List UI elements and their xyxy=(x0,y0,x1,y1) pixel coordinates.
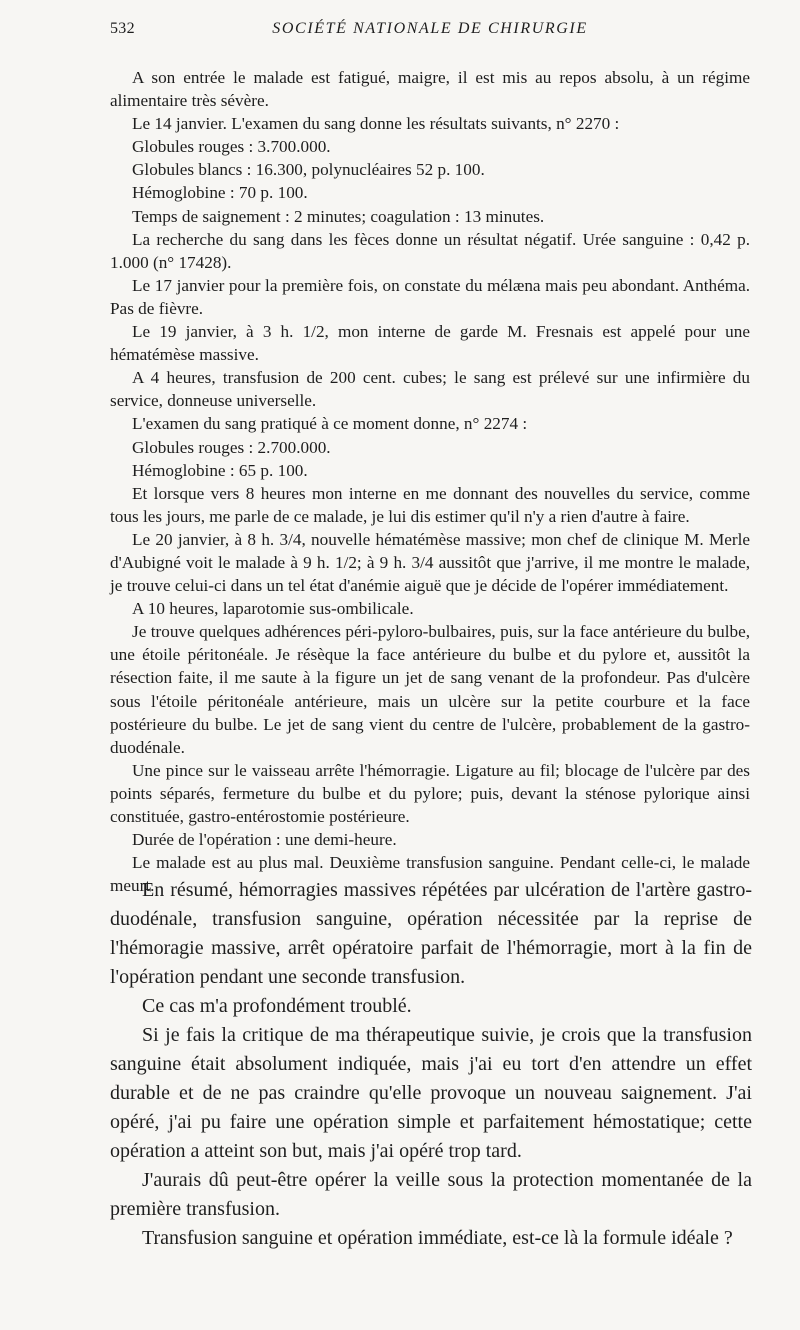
paragraph: Le 19 janvier, à 3 h. 1/2, mon interne de garde M. Fresnais est appelé pour une hématémèse massive. xyxy=(110,322,750,365)
paragraph: Transfusion sanguine et opération immédiate, est-ce là la formule idéale ? xyxy=(142,1227,733,1249)
page-number: 532 xyxy=(110,20,135,37)
paragraph: Globules rouges : 2.700.000. xyxy=(132,437,331,457)
running-title: SOCIÉTÉ NATIONALE DE CHIRURGIE xyxy=(272,20,588,37)
paragraph: Le 20 janvier, à 8 h. 3/4, nouvelle hématémèse massive; mon chef de clinique M. Merle d'Aubigné voit le malade à 9 h. 1/2; à 9 h. 3/4 aussitôt que j'arrive, il me montre le malade, je trouve celui-ci dans un tel état d'anémie aiguë que je décide de l'opérer immédiatement. xyxy=(110,529,750,596)
case-observation xyxy=(110,66,750,897)
paragraph: J'aurais dû peut-être opérer la veille sous la protection momentanée de la première transfusion. xyxy=(110,1169,752,1220)
page-header xyxy=(110,20,750,46)
paragraph: Une pince sur le vaisseau arrête l'hémorragie. Ligature au fil; blocage de l'ulcère par des points séparés, fermeture du bulbe et du pylore; puis, devant la sténose pylorique ainsi constituée, gastro-entérostomie postérieure. xyxy=(110,760,750,826)
paragraph: Le 17 janvier pour la première fois, on constate du mélæna mais peu abondant. Anthéma. Pas de fièvre. xyxy=(110,275,750,318)
paragraph: Globules blancs : 16.300, polynucléaires 52 p. 100. xyxy=(132,160,485,180)
paragraph: Ce cas m'a profondément troublé. xyxy=(142,995,412,1017)
case-discussion xyxy=(110,876,752,1253)
paragraph: L'examen du sang pratiqué à ce moment donne, n° 2274 : xyxy=(132,414,528,434)
paragraph: A 10 heures, laparotomie sus-ombilicale. xyxy=(132,599,414,619)
paragraph: Hémoglobine : 65 p. 100. xyxy=(132,460,308,480)
paragraph: Durée de l'opération : une demi-heure. xyxy=(132,830,397,850)
paragraph: Je trouve quelques adhérences péri-pyloro-bulbaires, puis, sur la face antérieure du bulbe, une étoile péritonéale. Je résèque la face antérieure du bulbe et du pylore et, aussitôt la résection faite, il me saute à la figure un jet de sang venant de la profondeur. Pas d'ulcère sous l'étoile péritonéale antérieure, mais un ulcère sur la petite courbure et la face postérieure du bulbe. Le jet de sang vient du centre de l'ulcère, probablement de la gastro-duodénale. xyxy=(110,622,750,757)
paragraph: Le malade est au plus mal. Deuxième transfusion sanguine. Pendant celle-ci, le malade meurt. xyxy=(110,853,750,896)
paragraph: Le 14 janvier. L'examen du sang donne les résultats suivants, n° 2270 : xyxy=(132,114,620,134)
paragraph: Hémoglobine : 70 p. 100. xyxy=(132,183,308,203)
paragraph: Si je fais la critique de ma thérapeutique suivie, je crois que la transfusion sanguine était absolument indiquée, mais j'ai eu tort d'en attendre un effet durable et de ne pas craindre qu'elle provoque un nouveau saignement. J'ai opéré, j'ai pu faire une opération simple et parfaitement hémostatique; cette opération a atteint son but, mais j'ai opéré trop tard. xyxy=(110,1024,752,1162)
paragraph: En résumé, hémorragies massives répétées par ulcération de l'artère gastro-duodénale, transfusion sanguine, opération nécessitée par la reprise de l'hémoragie massive, arrêt opératoire parfait de l'hémorragie, mort à la fin de l'opération pendant une seconde transfusion. xyxy=(110,879,752,988)
paragraph: Temps de saignement : 2 minutes; coagulation : 13 minutes. xyxy=(132,206,545,226)
paragraph: A 4 heures, transfusion de 200 cent. cubes; le sang est prélevé sur une infirmière du service, donneuse universelle. xyxy=(110,368,750,411)
paragraph: A son entrée le malade est fatigué, maigre, il est mis au repos absolu, à un régime alimentaire très sévère. xyxy=(110,68,750,111)
paragraph: Et lorsque vers 8 heures mon interne en me donnant des nouvelles du service, comme tous les jours, me parle de ce malade, je lui dis estimer qu'il n'y a rien d'autre à faire. xyxy=(110,483,750,526)
paragraph: La recherche du sang dans les fèces donne un résultat négatif. Urée sanguine : 0,42 p. 1.000 (n° 17428). xyxy=(110,229,750,272)
paragraph: Globules rouges : 3.700.000. xyxy=(132,137,331,157)
